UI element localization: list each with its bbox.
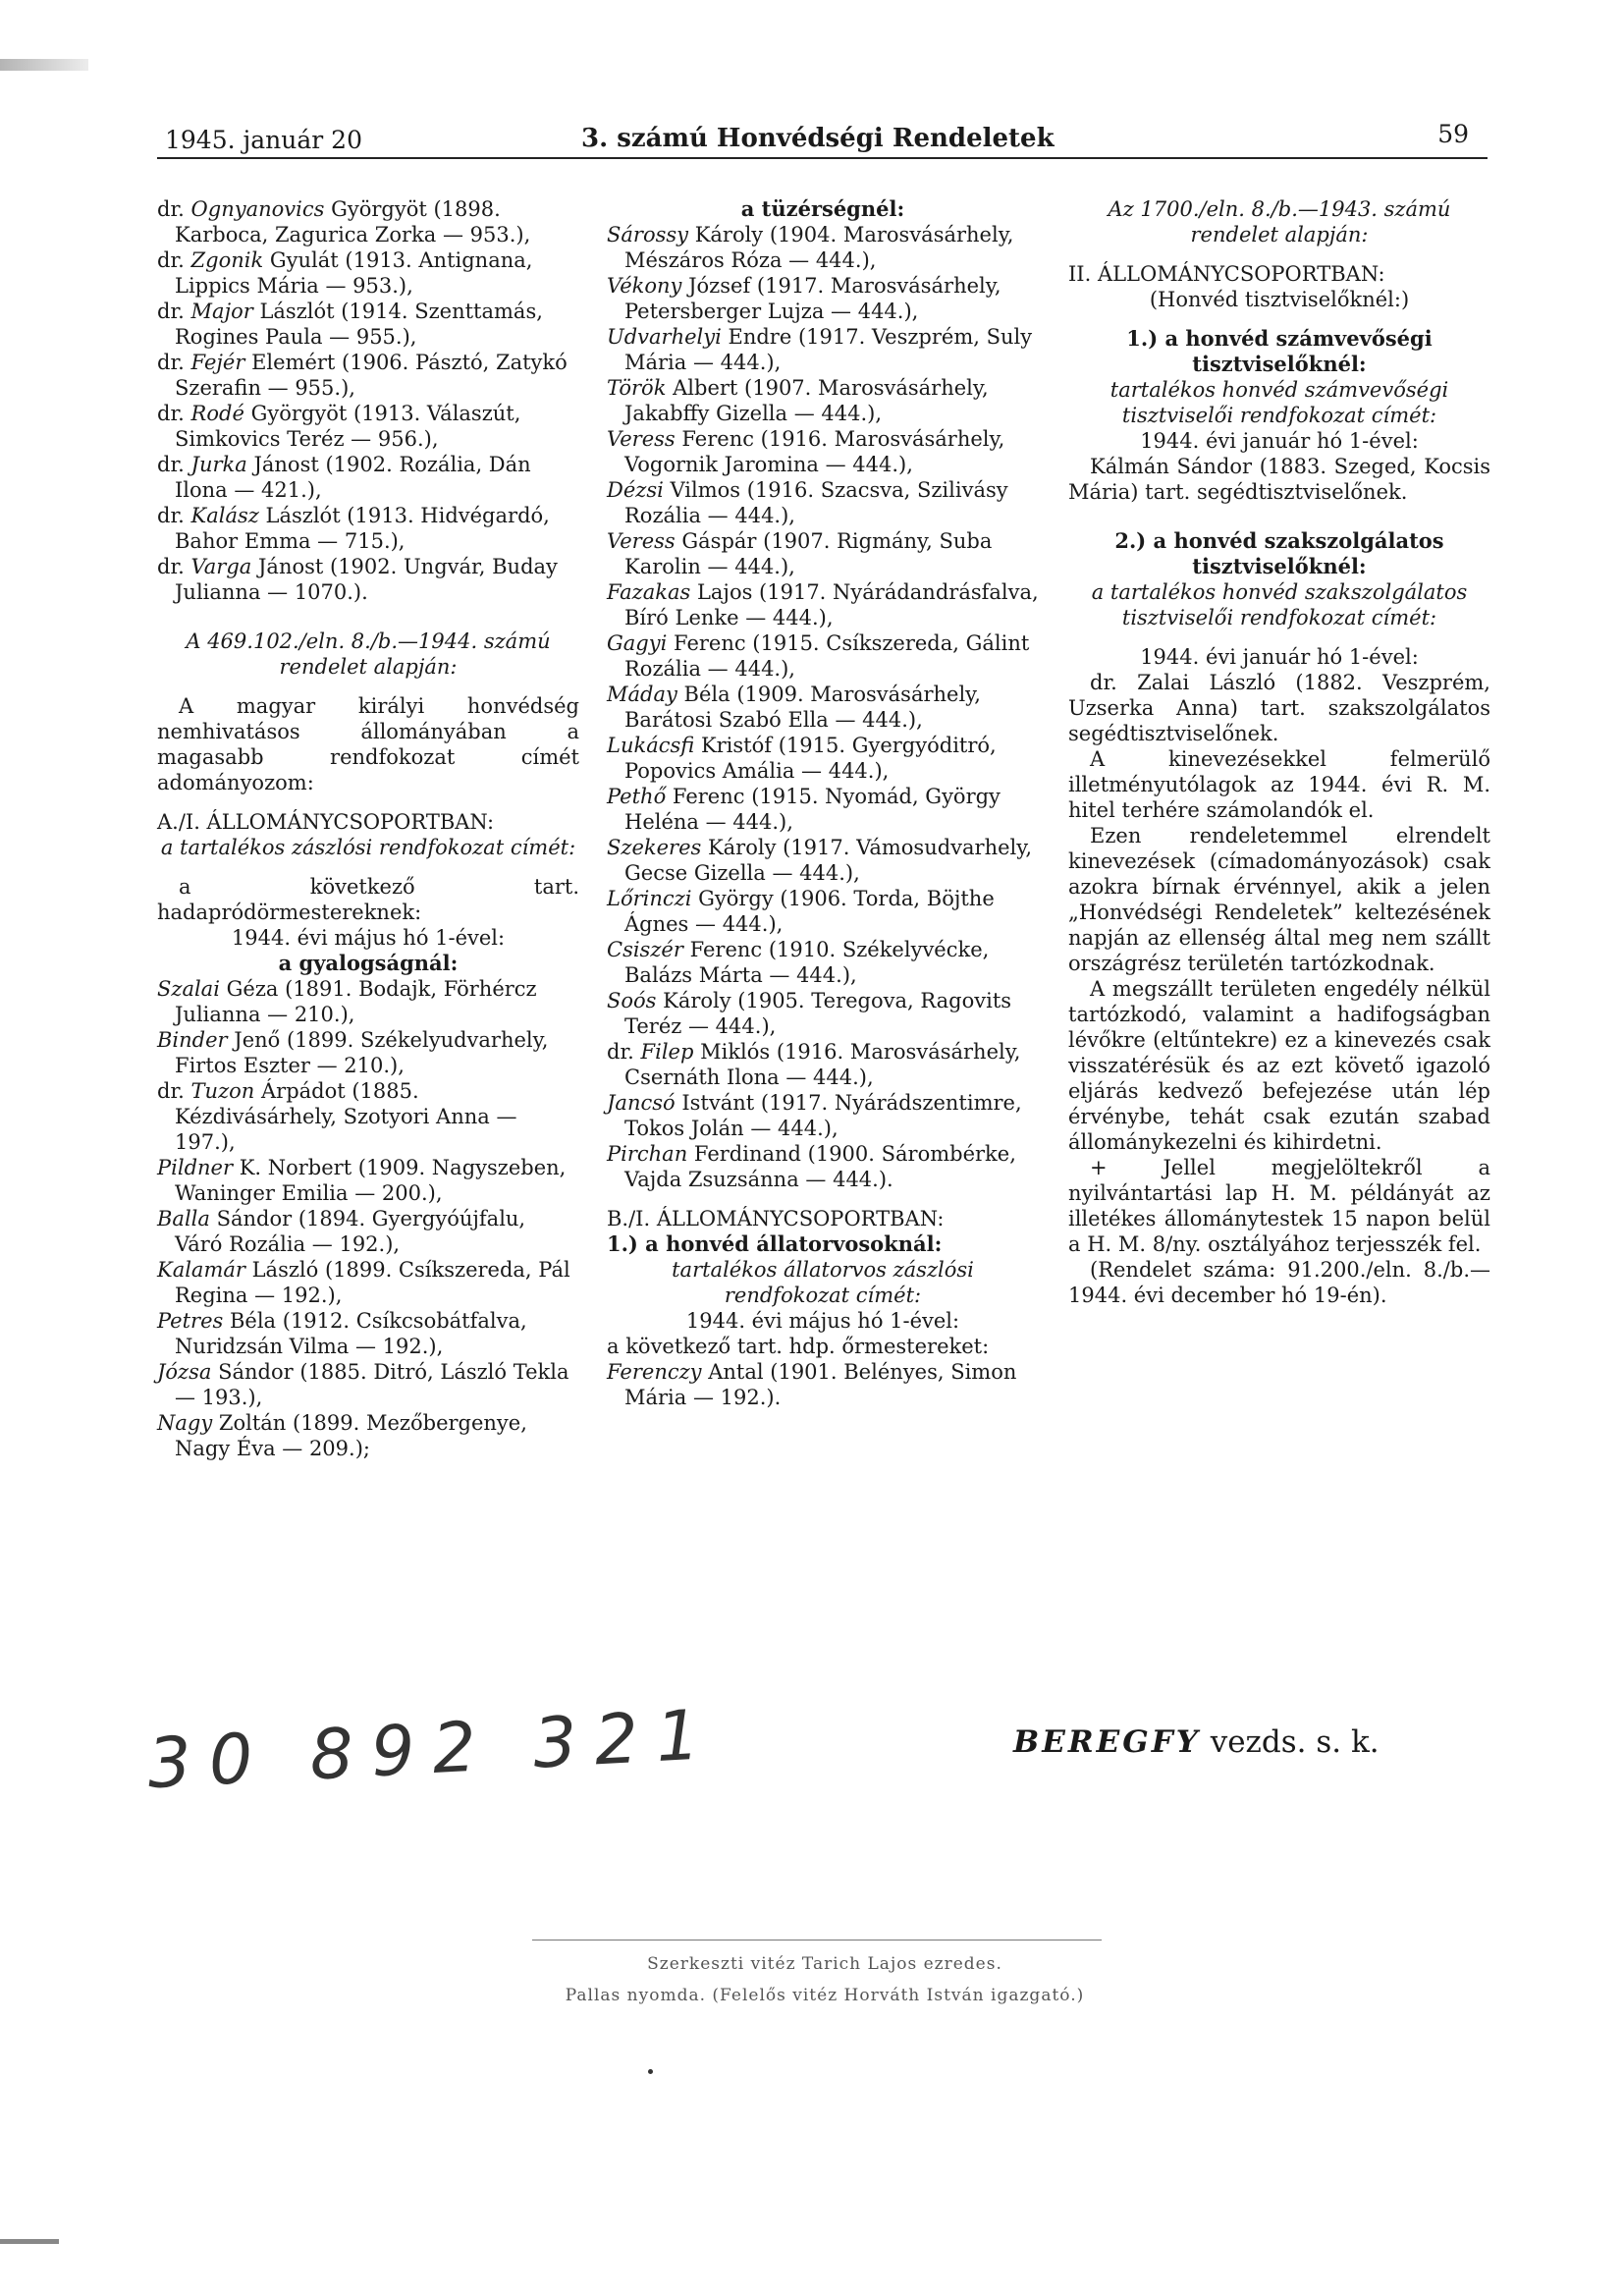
list-item [157,1078,579,1155]
entry-surname: Jancsó [607,1091,676,1115]
entry-surname: Balla [157,1207,210,1230]
entry-surname: Lőrinczi [607,887,692,910]
entry-surname: Rodé [190,402,244,425]
list-item [607,1039,1039,1090]
entry-details: Jenő (1899. Székelyudvarhely, Firtos Eszter — 210.), [175,1028,549,1077]
entry-surname: Szekeres [607,836,702,859]
list-item [157,1155,579,1206]
entry-details: Ferenc (1910. Székelyvécke, Balázs Márta — 444.), [624,938,990,987]
page-number: 59 [1437,120,1469,148]
decree-reference: Az 1700./eln. 8./b.—1943. számú rendelet alapján: [1108,197,1451,246]
entry-details: Miklós (1916. Marosvásárhely, Csernáth Ilona — 444.), [624,1040,1021,1089]
entry-prefix: dr. [157,1079,185,1103]
footer-rule [532,1940,1102,1941]
list-item [607,937,1039,988]
list-item [157,452,579,503]
entry-surname: Pirchan [607,1142,688,1166]
entry-prefix: dr. [157,453,185,476]
decree-reference: A 469.102./eln. 8./b.—1944. számú rendelet alapján: [186,629,551,679]
entry-surname: Fejér [190,351,245,374]
left-column [157,196,579,1461]
list-item [157,1359,579,1410]
entry-surname: Veress [607,427,676,451]
entry-surname: Major [190,300,253,323]
entry-details: Györgyöt (1898. Karboca, Zagurica Zorka — 953.), [175,197,531,246]
appointment-text: dr. Zalai László (1882. Veszprém, Uzserka Anna) tart. szakszolgálatos segédtisztviselőnek. [1068,671,1490,745]
entry-surname: Kalász [190,504,259,527]
handwritten-note: 30 892 321 [145,1693,720,1805]
list-item [157,299,579,350]
list-item [607,886,1039,937]
list-item [157,554,579,605]
entry-surname: Máday [607,683,677,706]
header-rule [157,157,1488,159]
entry-surname: Filep [640,1040,694,1064]
rank-title: a tartalékos honvéd szakszolgálatos tisztviselői rendfokozat címét: [1091,580,1468,629]
entry-surname: Varga [190,555,252,578]
entry-surname: Gagyi [607,631,668,655]
entry-details: Ferenc (1915. Nyomád, György Heléna — 444.), [624,785,1001,834]
list-item [607,733,1039,784]
entry-surname: Török [607,376,667,400]
entry-prefix: dr. [157,555,185,578]
entry-details: Zoltán (1899. Mezőbergenye, Nagy Éva — 209.); [175,1411,527,1460]
branch-heading: 1.) a honvéd számvevőségi tisztviselőknél: [1126,326,1433,376]
entry-details: Ferdinand (1900. Sárombérke, Vajda Zsuzsánna — 444.). [624,1142,1016,1191]
entry-list [607,222,1039,1192]
section-subheading: (Honvéd tisztviselőknél:) [1149,288,1410,311]
entry-details: Istvánt (1917. Nyárádszentimre, Tokos Jolán — 444.), [624,1091,1022,1140]
entry-details: Ferenc (1915. Csíkszereda, Gálint Rozália — 444.), [624,631,1030,681]
branch-heading: a gyalogságnál: [278,951,459,975]
entry-surname: Ognyanovics [190,197,325,221]
rank-title: tartalékos állatorvos zászlósi rendfokozat címét: [672,1258,974,1307]
entry-details: Lajos (1917. Nyárádandrásfalva, Bíró Lenke — 444.), [624,580,1039,629]
entry-details: Lászlót (1914. Szenttamás, Rogines Paula — 955.), [175,300,543,349]
date-line: 1944. évi január hó 1-ével: [1140,429,1419,453]
list-item [157,1410,579,1461]
entry-surname: Kalamár [157,1258,245,1282]
entry-surname: Fazakas [607,580,691,604]
entry-list [157,196,579,605]
entry-surname: Ferenczy [607,1360,702,1384]
entry-details: Jánost (1902. Ungvár, Buday Julianna — 1070.). [175,555,558,604]
entry-details: László (1899. Csíkszereda, Pál Regina — 192.), [175,1258,570,1307]
rank-title: tartalékos honvéd számvevőségi tisztviselői rendfokozat címét: [1109,378,1449,427]
entry-prefix: dr. [157,197,185,221]
list-item [607,1359,1039,1410]
paragraph: + Jellel megjelöltekről a nyilvántartási lap H. M. példányát az illetékes állománytestek 15 napon belül a H. M. 8/ny. osztályához terjesszék fel. [1068,1156,1490,1256]
date-line: 1944. évi május hó 1-ével: [231,926,506,950]
list-item [607,426,1039,477]
entry-details: Albert (1907. Marosvásárhely, Jakabffy Gizella — 444.), [624,376,989,425]
entry-surname: Tuzon [190,1079,255,1103]
entry-prefix: dr. [157,402,185,425]
footer-printer: Pallas nyomda. (Felelős vitéz Horváth István igazgató.) [565,1986,1085,2005]
entry-surname: Binder [157,1028,228,1052]
entry-details: Gáspár (1907. Rigmány, Suba Karolin — 444.), [624,529,993,578]
entry-surname: Dézsi [607,478,664,502]
entry-surname: Nagy [157,1411,213,1435]
middle-column [607,196,1039,1410]
entry-surname: Lukácsfi [607,734,695,757]
list-item [157,1206,579,1257]
entry-prefix: dr. [157,351,185,374]
footer-editor: Szerkeszti vitéz Tarich Lajos ezredes. [647,1954,1002,1974]
entry-details: Károly (1905. Teregova, Ragovits Teréz — 444.), [624,989,1012,1038]
entry-surname: Csiszér [607,938,683,961]
header-title: 3. számú Honvédségi Rendeletek [581,124,1055,153]
branch-heading: 1.) a honvéd állatorvosoknál: [607,1231,943,1256]
scan-artifact [0,59,88,71]
list-item [157,401,579,452]
entry-details: György (1906. Torda, Böjthe Ágnes — 444.), [624,887,995,936]
paragraph: Ezen rendeletemmel elrendelt kinevezések (címadományozások) csak azokra bírnak érvénnyel, akik a jelen „Honvédségi Rendeletek” keltezésének napján az ellenség által meg nem szállt országrész területén tartózkodnak. [1068,824,1490,975]
list-item [607,528,1039,579]
entry-details: Béla (1912. Csíkcsobátfalva, Nuridzsán Vilma — 192.), [175,1309,527,1358]
entry-details: Károly (1917. Vámosudvarhely, Gecse Gizella — 444.), [624,836,1033,885]
list-item [607,784,1039,835]
entry-prefix: dr. [157,248,185,272]
entry-details: Árpádot (1885. Kézdivásárhely, Szotyori Anna — 197.), [175,1079,517,1154]
list-item [607,324,1039,375]
entry-surname: Petres [157,1309,224,1333]
appointment-text: Kálmán Sándor (1883. Szeged, Kocsis Mária) tart. segédtisztviselőnek. [1068,455,1490,504]
list-item [607,835,1039,886]
decree-number: (Rendelet száma: 91.200./eln. 8./b.—1944. évi december hó 19-én). [1068,1258,1490,1307]
entry-details: Vilmos (1916. Szacsva, Szilivásy Rozália — 444.), [624,478,1008,527]
date-line: 1944. évi január hó 1-ével: [1140,645,1419,669]
entry-details: Károly (1904. Marosvásárhely, Mészáros Róza — 444.), [624,223,1014,272]
section-heading: A./I. ÁLLOMÁNYCSOPORTBAN: [157,810,495,834]
list-item [157,976,579,1027]
list-item [607,273,1039,324]
branch-heading: a tüzérségnél: [740,196,905,221]
entry-details: Antal (1901. Belényes, Simon Mária — 192.). [624,1360,1017,1409]
entry-details: Györgyöt (1913. Válaszút, Simkovics Teréz — 956.), [175,402,521,451]
entry-prefix: dr. [157,300,185,323]
entry-prefix: dr. [157,504,185,527]
list-item [157,1257,579,1308]
section-text: a következő tart. hadapródörmestereknek: [157,875,579,924]
rank-title: a tartalékos zászlósi rendfokozat címét: [160,836,576,859]
entry-details: Sándor (1885. Ditró, László Tekla — 193.), [175,1360,569,1409]
list-item [607,579,1039,630]
signature [1013,1724,1380,1760]
signature-name: BEREGFY [1013,1724,1201,1760]
entry-details: Jánost (1902. Rozália, Dán Ilona — 421.), [175,453,531,502]
list-item [157,247,579,299]
entry-surname: Zgonik [190,248,264,272]
list-item [157,503,579,554]
entry-surname: Szalai [157,977,220,1001]
list-item [607,988,1039,1039]
entry-details: Kristóf (1915. Gyergyóditró, Popovics Amália — 444.), [624,734,997,783]
entry-surname: Soós [607,989,657,1012]
list-item [157,1027,579,1078]
entry-list [607,1359,1039,1410]
list-item [607,477,1039,528]
entry-surname: Sárossy [607,223,689,246]
entry-surname: Pildner [157,1156,233,1179]
list-item [157,350,579,401]
entry-details: Lászlót (1913. Hidvégardó, Bahor Emma — 715.), [175,504,550,553]
entry-surname: Józsa [157,1360,212,1384]
scan-artifact [0,2239,59,2244]
entry-details: Gyulát (1913. Antignana, Lippics Mária — 953.), [175,248,533,298]
ink-dot [648,2069,653,2074]
entry-details: K. Norbert (1909. Nagyszeben, Waninger Emilia — 200.), [175,1156,567,1205]
entry-details: Géza (1891. Bodajk, Förhércz Julianna — 210.), [175,977,537,1026]
entry-details: József (1917. Marosvásárhely, Petersberger Lujza — 444.), [624,274,1001,323]
entry-surname: Vékony [607,274,682,298]
list-item [157,1308,579,1359]
list-item [607,222,1039,273]
entry-prefix: dr. [607,1040,634,1064]
entry-details: Sándor (1894. Gyergyóújfalu, Váró Rozália — 192.), [175,1207,526,1256]
entry-details: Béla (1909. Marosvásárhely, Barátosi Szabó Ella — 444.), [624,683,981,732]
list-item [607,682,1039,733]
entry-surname: Udvarhelyi [607,325,722,349]
section-heading: II. ÁLLOMÁNYCSOPORTBAN: [1068,262,1385,286]
entry-list [157,976,579,1461]
paragraph: A kinevezésekkel felmerülő illetményutólagok az 1944. évi R. M. hitel terhére számolandók el. [1068,747,1490,822]
entry-details: Endre (1917. Veszprém, Suly Mária — 444.), [624,325,1033,374]
header-date: 1945. január 20 [165,126,362,154]
section-text: a következő tart. hdp. őrmestereket: [607,1335,990,1358]
list-item [607,630,1039,682]
section-heading: B./I. ÁLLOMÁNYCSOPORTBAN: [607,1207,945,1230]
list-item [607,1141,1039,1192]
branch-heading: 2.) a honvéd szakszolgálatos tisztviselőknél: [1114,528,1444,578]
list-item [157,196,579,247]
right-column [1068,196,1490,1308]
paragraph: A megszállt területen engedély nélkül tartózkodó, valamint a hadifogságban lévőkre (eltűntekre) ez a kinevezés csak visszatérésük és az ezt követő igazoló eljárás kedvező befejezése után lép érvénybe, tehát csak ezután szabad állománykezelni és kihirdetni. [1068,977,1490,1154]
entry-surname: Jurka [190,453,247,476]
list-item [607,1090,1039,1141]
entry-details: Elemért (1906. Pásztó, Zatykó Szerafin — 955.), [175,351,568,400]
intro-paragraph: A magyar királyi honvédség nemhivatásos állományában a magasabb rendfokozat címét adományozom: [157,694,579,794]
signature-suffix: vezds. s. k. [1210,1724,1380,1760]
date-line: 1944. évi május hó 1-ével: [685,1309,960,1333]
entry-surname: Veress [607,529,676,553]
entry-details: Ferenc (1916. Marosvásárhely, Vogornik Jaromina — 444.), [624,427,1005,476]
entry-surname: Pethő [607,785,667,808]
list-item [607,375,1039,426]
